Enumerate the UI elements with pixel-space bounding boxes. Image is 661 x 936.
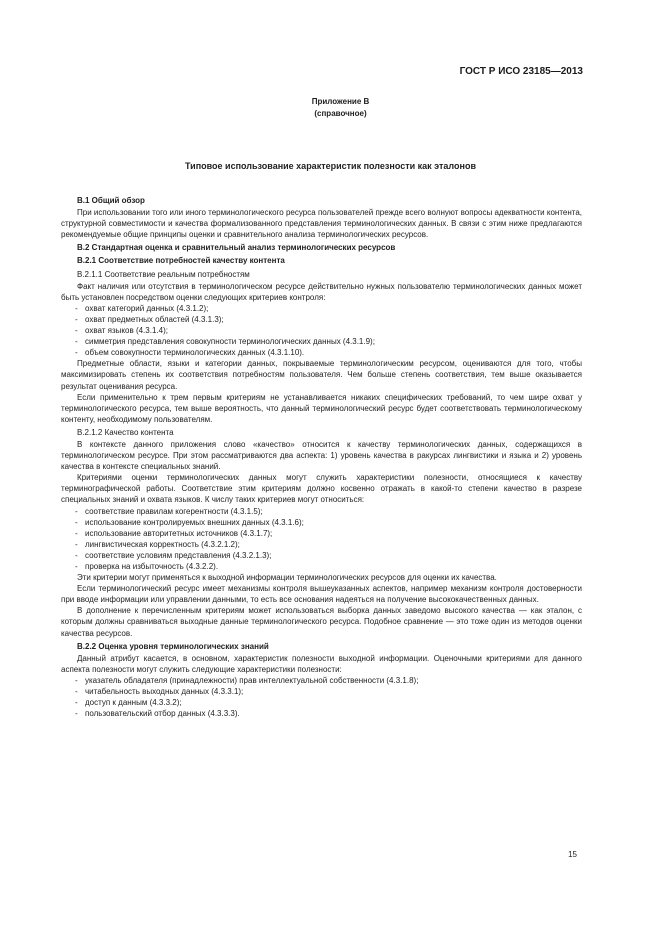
section-heading-b21: В.2.1 Соответствие потребностей качеству контента — [77, 256, 285, 266]
paragraph: В контексте данного приложения слово «качество» относится к качеству терминологических данных, содержащихся в терминологическом ресурсе. При этом рассматриваются два аспекта: 1) уровень качества в ракурсах лингвистики и языка и 2) уровень качества в контексте специальных знаний. — [61, 439, 582, 472]
list-item: - пользовательский отбор данных (4.3.3.3). — [75, 709, 240, 719]
list-item: - объем совокупности терминологических данных (4.3.1.10). — [75, 348, 305, 358]
list-item: - доступ к данным (4.3.3.2); — [75, 698, 182, 708]
annex-heading — [0, 96, 661, 120]
paragraph: Эти критерии могут применяться к выходной информации терминологических ресурсов для оценки их качества. — [77, 573, 497, 583]
paragraph: В дополнение к перечисленным критериям может использоваться выборка данных заведомо высокого качества — как эталон, с которым должны сравниваться выходные данные терминологического ресурса. Подобное сравнение — это тоже один из методов оценки качества ресурсов. — [61, 606, 582, 638]
list-item: - охват категорий данных (4.3.1.2); — [75, 303, 209, 313]
section-heading-b211: В.2.1.1 Соответствие реальным потребностям — [77, 269, 250, 279]
section-heading-b2: В.2 Стандартная оценка и сравнительный анализ терминологических ресурсов — [77, 243, 396, 253]
paragraph: Предметные области, языки и категории данных, покрываемые терминологическим ресурсом, оцениваются для того, чтобы максимизировать степень их соответствия потребностям пользователя. Чем больше степень соответствия, тем выше оказывается результат оценивания ресурса. — [61, 359, 582, 391]
list-item: - читабельность выходных данных (4.3.3.1); — [75, 687, 244, 697]
paragraph: Если терминологический ресурс имеет механизмы контроля вышеуказанных аспектов, например механизм контроля достоверности при вводе информации или управлении данными, то есть все основания надеяться на получение высококачественных данных. — [61, 584, 582, 605]
paragraph: Данный атрибут касается, в основном, характеристик полезности выходной информации. Оценочными критериями для данного аспекта полезности могут служить следующие характеристики полезности: — [61, 653, 582, 674]
paragraph: Факт наличия или отсутствия в терминологическом ресурсе действительно нужных пользователю терминологических данных может быть установлен посредством оценки следующих критериев контроля: — [61, 281, 582, 302]
list-item: - соответствие правилам когерентности (4.3.1.5); — [75, 506, 263, 516]
list-item: - охват предметных областей (4.3.1.3); — [75, 314, 224, 324]
list-item: - охват языков (4.3.1.4); — [75, 326, 168, 336]
document-body — [61, 193, 582, 719]
annex-title: Приложение В — [311, 97, 370, 106]
paragraph: Если применительно к трем первым критериям не устанавливается никаких специфических требований, то чем шире охват у терминологического ресурса, тем выше вероятность, что данный терминологический ресурс будет соответствовать терминологическому контенту, необходимому пользователям. — [61, 392, 582, 424]
paragraph: При использовании того или иного терминологического ресурса пользователей прежде всего волнуют вопросы адекватности контента, структурной совместимости и качества формализованного представления терминологических данных. В связи с этим ниже предлагаются рекомендуемые общие принципы оценки и сравнительного анализа терминологических ресурсов. — [61, 208, 582, 240]
document-title: Типовое использование характеристик полезности как эталонов — [185, 161, 476, 171]
list-item: - использование контролируемых внешних данных (4.3.1.6); — [75, 517, 304, 527]
paragraph: Критериями оценки терминологических данных могут служить характеристики полезности, относящиеся к качеству терминографической работы. Соответствие этим критериям должно косвенно отражать в какой-то степени качество в разрезе специальных знаний и охвата языков. К числу таких критериев могут относиться: — [61, 473, 582, 505]
list-item: - указатель обладателя (принадлежности) прав интеллектуальной собственности (4.3.1.8); — [75, 675, 419, 685]
standard-header: ГОСТ Р ИСО 23185—2013 — [459, 66, 583, 77]
section-heading-b1: В.1 Общий обзор — [77, 196, 145, 205]
section-heading-b212: В.2.1.2 Качество контента — [77, 427, 174, 437]
list-item: - лингвистическая корректность (4.3.2.1.2); — [75, 539, 240, 549]
list-item: - проверка на избыточность (4.3.2.2). — [75, 562, 219, 571]
annex-subtitle: (справочное) — [314, 109, 367, 118]
list-item: - использование авторитетных источников (4.3.1.7); — [75, 528, 273, 538]
page-number: 15 — [568, 850, 577, 859]
list-item: - симметрия представления совокупности терминологических данных (4.3.1.9); — [75, 337, 375, 347]
list-item: - соответствие условиям представления (4.3.2.1.3); — [75, 550, 272, 560]
section-heading-b22: В.2.2 Оценка уровня терминологических знаний — [77, 641, 269, 651]
